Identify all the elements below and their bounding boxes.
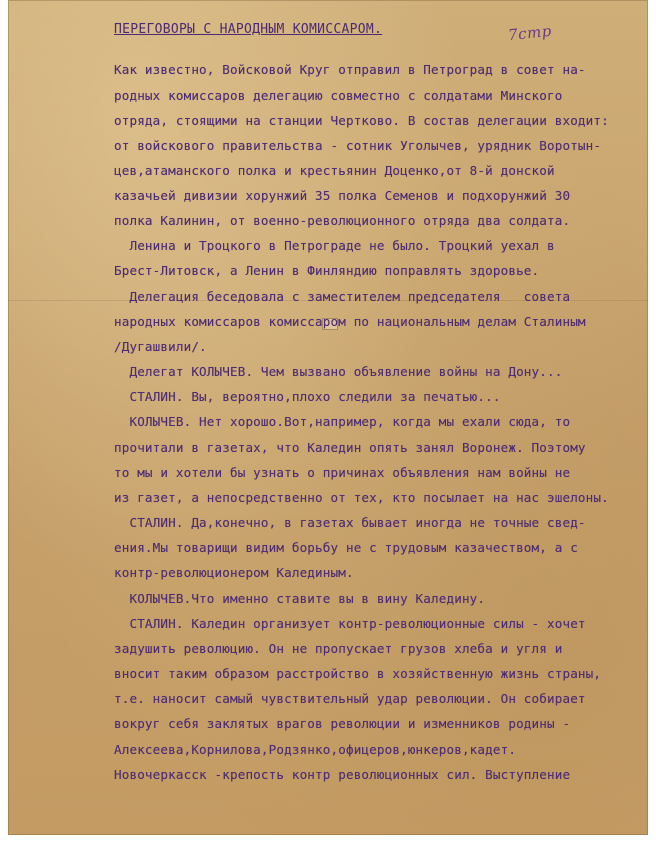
text-line: КОЛЫЧЕВ.Что именно ставите вы в вину Каледину. [114,591,486,606]
text-line: то мы и хотели бы узнать о причинах объявления нам войны не [114,465,571,480]
text-line: СТАЛИН. Вы, вероятно,плохо следили за печатью... [114,389,501,404]
text-line: из газет, а непосредственно от тех, кто посылает на нас эшелоны. [114,490,609,505]
text-line: цев,атаманского полка и крестьянин Доценко,от 8-й донской [114,163,555,178]
text-line: от войскового правительства - сотник Уголычев, урядник Воротын- [114,138,602,153]
text-line: отряда, стоящими на станции Чертково. В состав делегации входит: [114,113,609,128]
text-line: КОЛЫЧЕВ. Нет хорошо.Вот,например, когда мы ехали сюда, то [114,414,571,429]
text-line: народных комиссаров комиссаром по национальным делам Сталиным [114,314,586,329]
text-line: прочитали в газетах, что Каледин опять занял Воронеж. Поэтому [114,440,586,455]
text-line: казачьей дивизии хорунжий 35 полка Семенов и подхорунжий 30 [114,188,571,203]
text-line: вокруг себя заклятых врагов революции и изменников родины - [114,716,571,731]
text-line: Алексеева,Корнилова,Родзянко,офицеров,юнкеров,кадет. [114,742,517,757]
text-line: Делегат КОЛЫЧЕВ. Чем вызвано объявление войны на Дону... [114,364,563,379]
text-line: СТАЛИН. Да,конечно, в газетах бывает иногда не точные свед- [114,515,586,530]
page-number-note: 7стр [507,21,553,45]
document-heading: ПЕРЕГОВОРЫ С НАРОДНЫМ КОМИССАРОМ. [114,22,383,37]
text-line: контр-революционером Калединым. [114,565,354,580]
text-line: задушить революцию. Он не пропускает грузов хлеба и угля и [114,641,563,656]
text-line: Брест-Литовск, а Ленин в Финляндию поправлять здоровье. [114,263,540,278]
text-line: Как известно, Войсковой Круг отправил в Петроград в совет на- [114,62,586,77]
text-line: /Дугашвили/. [114,339,207,354]
text-line: Новочеркасск -крепость контр революционных сил. Выступление [114,767,571,782]
text-line: вносит таким образом расстройство в хозяйственную жизнь страны, [114,666,602,681]
text-line: ения.Мы товарищи видим борьбу не с трудовым казачеством, а с [114,540,578,555]
typewritten-page [8,0,648,835]
text-line: полка Калинин, от военно-революционного отряда два солдата. [114,213,571,228]
text-line: т.е. наносит самый чувствительный удар революции. Он собирает [114,691,586,706]
text-line: Ленина и Троцкого в Петрограде не было. Троцкий уехал в [114,238,555,253]
text-line: Делегация беседовала с заместителем председателя совета [114,289,571,304]
text-line: родных комиссаров делегацию совместно с солдатами Минского [114,88,563,103]
text-line: СТАЛИН. Каледин организует контр-революционные силы - хочет [114,616,586,631]
